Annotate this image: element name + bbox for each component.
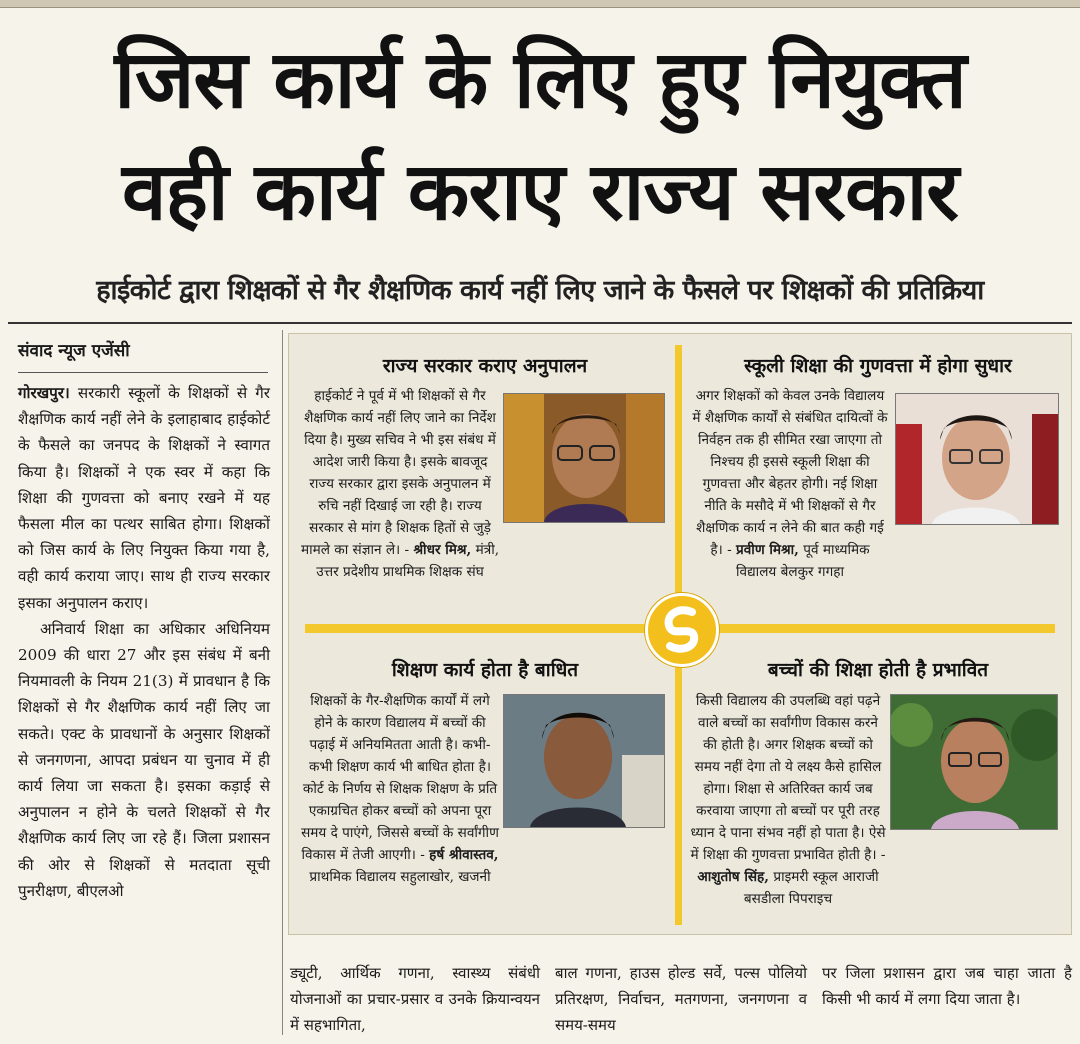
headline-line-1: जिस कार्य के लिए हुए नियुक्त xyxy=(114,33,966,126)
quote-3-text: शिक्षकों के गैर-शैक्षणिक कार्यों में लगे होने के कारण विद्यालय में बच्चों की पढ़ाई में अनियमितता आती है। कभी-कभी शिक्षण कार्य भी बाधित होता है। कोर्ट के निर्णय से शिक्षक शिक्षण के प्रति एकाग्रचित होकर बच्चों को अपना पूरा समय दे पाएंगे, जिससे बच्चों के सर्वांगीण विकास में तेजी आएगी। - xyxy=(301,693,499,863)
dateline: गोरखपुर। xyxy=(18,384,70,402)
quote-1-text: हाईकोर्ट ने पूर्व में भी शिक्षकों से गैर शैक्षणिक कार्य नहीं लिए जाने का निर्देश दिया है। मुख्य सचिव ने भी इस संबंध में आदेश जारी किया है। इसके बावजूद राज्य सरकार द्वारा इसके अनुपालन में रुचि नहीं दिखाई जा रही है। राज्य सरकार से मांग है शिक्षक हितों से जुड़े मामले का संज्ञान ले। - xyxy=(300,388,496,558)
left-column xyxy=(18,380,270,904)
top-border xyxy=(0,0,1080,8)
quote-2-title: स्कूली शिक्षा की गुणवत्ता में होगा सुधार xyxy=(744,355,1012,377)
quote-4-title: बच्चों की शिक्षा होती है प्रभावित xyxy=(767,659,989,681)
logo-swirl-icon xyxy=(648,596,716,664)
quote-4-designation: प्राइमरी स्कूल आराजी बसडीला पिपराइच xyxy=(743,869,879,907)
column-divider xyxy=(282,330,283,1035)
quote-1-text-top xyxy=(300,385,500,583)
left-paragraph-2: अनिवार्य शिक्षा का अधिकार अधिनियम 2009 की धारा 27 और इस संबंध में बनी नियमावली के नियम 21(3) में प्रावधान है कि शिक्षकों से गैर शैक्षणिक कार्य नहीं लिए जा सकते। एक्ट के प्रावधानों के अनुसार शिक्षकों से जनगणना, आपदा प्रबंधन या चुनाव में ही कार्य लिया जा सकता है। इसका कड़ाई से अनुपालन न होने के चलते शिक्षकों से गैर शैक्षणिक कार्य लिए जा रहे हैं। जिला प्रशासन की ओर से शिक्षकों से मतदाता सूची पुनरीक्षण, बीएलओ xyxy=(18,619,270,900)
byline-rule xyxy=(18,372,268,373)
quote-1-author: श्रीधर मिश्र, xyxy=(413,542,472,558)
quote-2-text-block xyxy=(690,385,890,583)
portrait-image xyxy=(504,695,664,827)
portrait-image xyxy=(891,695,1057,829)
portrait-image xyxy=(896,394,1058,524)
headline-line-2: वही कार्य कराए राज्य सरकार xyxy=(121,145,959,238)
portrait-image xyxy=(504,394,664,522)
quote-3-title: शिक्षण कार्य होता है बाधित xyxy=(391,659,579,681)
byline: संवाद न्यूज एजेंसी xyxy=(18,341,130,361)
left-paragraph-1 xyxy=(18,380,270,616)
quote-4-photo xyxy=(890,694,1058,830)
quote-4-text: किसी विद्यालय की उपलब्धि वहां पढ़ने वाले बच्चों का सर्वांगीण विकास करने की होती है। अगर शिक्षक बच्चों को समय नहीं देगा तो ये लक्ष्य कैसे हासिल होगा। शिक्षा से अतिरिक्त कार्य जब करवाया जाएगा तो बच्चों पर पूरी तरह ध्यान दे पाना संभव नहीं हो पाता है। ऐसे में शिक्षा की गुणवत्ता प्रभावित होती है। - xyxy=(690,693,886,863)
quote-4-author: आशुतोष सिंह, xyxy=(697,869,770,885)
quote-1-designation: मंत्री, उत्तर प्रदेशीय प्राथमिक शिक्षक संघ xyxy=(316,542,500,580)
quote-3-photo xyxy=(503,694,665,828)
subheadline: हाईकोर्ट द्वारा शिक्षकों से गैर शैक्षणिक कार्य नहीं लिए जाने के फैसले पर शिक्षकों की प्रतिक्रिया xyxy=(96,275,984,306)
quote-3-author: हर्ष श्रीवास्तव, xyxy=(429,847,499,863)
quote-1-photo xyxy=(503,393,665,523)
quote-2-author: प्रवीण मिश्रा, xyxy=(736,542,799,558)
left-paragraph-1-text: सरकारी स्कूलों के शिक्षकों से गैर शैक्षणिक कार्य नहीं लेने के इलाहाबाद हाईकोर्ट के फैसले का जनपद के शिक्षकों ने स्वागत किया है। शिक्षकों ने एक स्वर में कहा कि शिक्षा की गुणवत्ता को बनाए रखने में यह फैसला मील का पत्थर साबित होगा। शिक्षकों को जिस कार्य के लिए नियुक्त किया गया है, वही कार्य कराया जाए। साथ ही राज्य सरकार इसका अनुपालन कराए। xyxy=(18,384,270,612)
bottom-column-2: बाल गणना, हाउस होल्ड सर्वे, पल्स पोलियो प्रतिरक्षण, निर्वाचन, मतगणना, जनगणना व समय-समय xyxy=(555,964,807,1034)
quote-4-text-block xyxy=(690,690,886,910)
quote-1-title: राज्य सरकार कराए अनुपालन xyxy=(382,355,588,377)
quote-2-text: अगर शिक्षकों को केवल उनके विद्यालय में शैक्षणिक कार्यों से संबंधित दायित्वों के निर्वहन तक ही सीमित रखा जाएगा तो निश्चय ही इससे स्कूली शिक्षा की गुणवत्ता और बेहतर होगी। नई शिक्षा नीति के मसौदे में भी शिक्षकों से गैर शैक्षणिक कार्य न लेने की बात कही गई है। - xyxy=(692,388,888,558)
quote-3-text-block xyxy=(300,690,500,888)
bottom-column-3: पर जिला प्रशासन द्वारा जब चाहा जाता है किसी भी कार्य में लगा दिया जाता है। xyxy=(822,964,1072,1008)
quote-3-designation: प्राथमिक विद्यालय सहुलाखोर, खजनी xyxy=(309,869,491,885)
headline xyxy=(0,24,1080,248)
quote-2-photo xyxy=(895,393,1059,525)
section-rule xyxy=(8,322,1072,324)
bottom-column-1: ड्यूटी, आर्थिक गणना, स्वास्थ्य संबंधी योजनाओं का प्रचार-प्रसार व उनके क्रियान्वयन में सहभागिता, xyxy=(290,964,540,1034)
quote-2-designation: पूर्व माध्यमिक विद्यालय बेलकुर गगहा xyxy=(736,542,870,580)
